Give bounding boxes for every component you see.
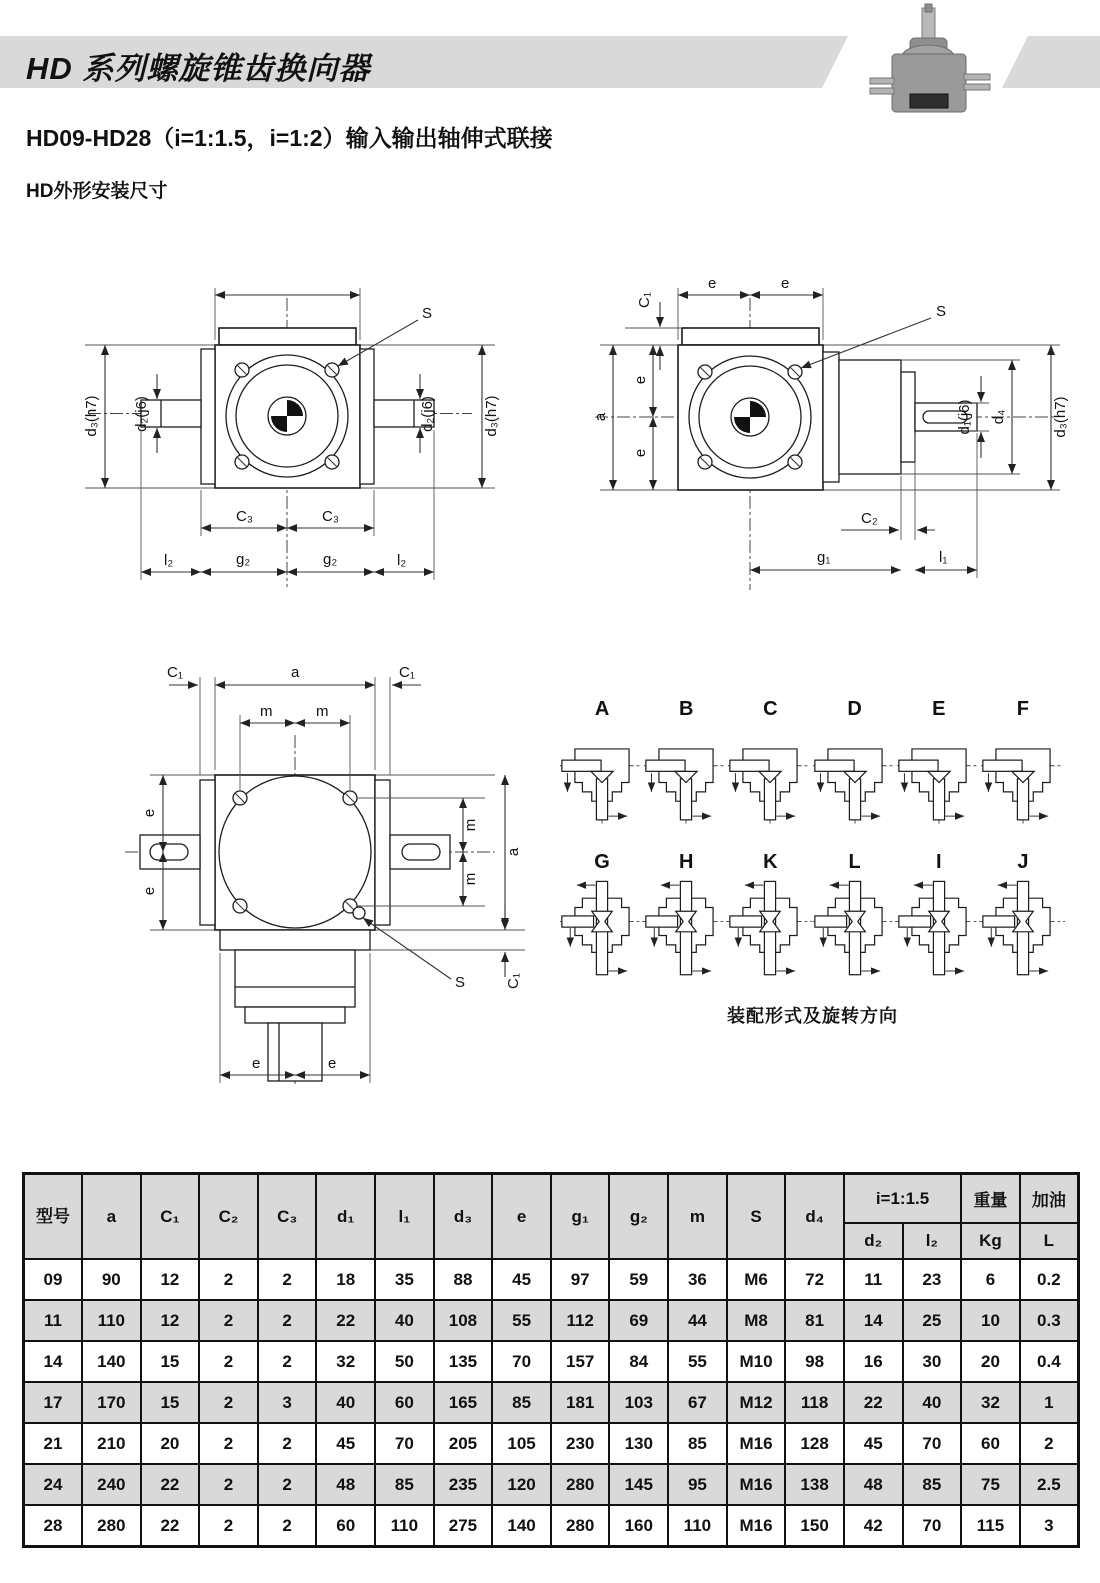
- dimension-table: [22, 1172, 1080, 1548]
- table-row-hd09: [24, 1259, 1079, 1300]
- table-cell: 48: [316, 1464, 375, 1505]
- table-cell: 6: [961, 1259, 1020, 1300]
- table-cell: 55: [668, 1341, 727, 1382]
- table-cell: 2: [199, 1300, 258, 1341]
- table-cell: 157: [551, 1341, 610, 1382]
- col-header-S: S: [727, 1174, 786, 1260]
- assembly-variant-I: [897, 851, 981, 990]
- table-cell: 275: [434, 1505, 493, 1547]
- dim-label-e: e: [781, 275, 790, 292]
- col-header-l₁: l₁: [375, 1174, 434, 1260]
- col-header-C₃: C₃: [258, 1174, 317, 1260]
- dim-label-d3h7: d₃(h7): [1052, 396, 1069, 438]
- table-cell: 2: [258, 1259, 317, 1300]
- dim-label-m: m: [462, 872, 479, 886]
- table-cell: 22: [141, 1505, 200, 1547]
- table-cell: 32: [316, 1341, 375, 1382]
- table-cell: 30: [903, 1341, 962, 1382]
- col-header-C₁: C₁: [141, 1174, 200, 1260]
- col-subheader-l₂: l₂: [903, 1223, 962, 1259]
- dim-label-g2: g₂: [323, 551, 338, 568]
- table-cell: 44: [668, 1300, 727, 1341]
- table-cell: 59: [609, 1259, 668, 1300]
- table-cell: 60: [375, 1382, 434, 1423]
- dim-label-s: S: [422, 305, 433, 322]
- table-cell: 20: [961, 1341, 1020, 1382]
- table-cell: 280: [82, 1505, 141, 1547]
- table-cell: 67: [668, 1382, 727, 1423]
- table-cell: 112: [551, 1300, 610, 1341]
- table-cell: 60: [961, 1423, 1020, 1464]
- table-row-hd14: [24, 1341, 1079, 1382]
- drawing-top-view: [55, 635, 575, 1095]
- table-cell: M8: [727, 1300, 786, 1341]
- table-cell: 145: [609, 1464, 668, 1505]
- assembly-cross-icon: [813, 873, 897, 985]
- assembly-variant-D: [812, 698, 896, 837]
- assembly-variant-E: [897, 698, 981, 837]
- table-cell: 2.5: [1020, 1464, 1079, 1505]
- table-cell: 11: [24, 1300, 83, 1341]
- table-cell: 70: [903, 1505, 962, 1547]
- col-header-weight: 重量: [961, 1174, 1020, 1224]
- table-cell: 118: [785, 1382, 844, 1423]
- table-cell: 45: [844, 1423, 903, 1464]
- assembly-cross-icon: [644, 873, 728, 985]
- dim-label-m: m: [462, 818, 479, 832]
- table-cell: 22: [844, 1382, 903, 1423]
- table-cell: 23: [903, 1259, 962, 1300]
- table-cell: 11: [844, 1259, 903, 1300]
- col-subheader-L: L: [1020, 1223, 1079, 1259]
- dim-label-c1: C₁: [505, 973, 522, 989]
- assembly-variant-label: C: [763, 698, 778, 720]
- col-header-ratio-group: i=1:1.5: [844, 1174, 961, 1224]
- dim-label-s: S: [455, 974, 466, 991]
- assembly-variant-L: [812, 851, 896, 990]
- table-cell: 280: [551, 1505, 610, 1547]
- table-cell: 85: [668, 1423, 727, 1464]
- table-cell: 40: [903, 1382, 962, 1423]
- model-range-subtitle: HD09-HD28（i=1:1.5，i=1:2）输入输出轴伸式联接: [26, 125, 553, 151]
- table-cell: 25: [903, 1300, 962, 1341]
- assembly-variant-A: [560, 698, 644, 837]
- table-row-hd28: [24, 1505, 1079, 1547]
- assembly-corner-icon: [560, 720, 644, 832]
- table-cell: 3: [258, 1382, 317, 1423]
- table-cell: 84: [609, 1341, 668, 1382]
- col-header-g₂: g₂: [609, 1174, 668, 1260]
- assembly-variant-F: [981, 698, 1065, 837]
- table-cell: 2: [258, 1464, 317, 1505]
- table-cell: 15: [141, 1341, 200, 1382]
- assembly-variant-label: H: [679, 851, 694, 873]
- drawing-side-view: [565, 240, 1075, 600]
- table-cell: M16: [727, 1505, 786, 1547]
- table-cell: 235: [434, 1464, 493, 1505]
- table-cell: 128: [785, 1423, 844, 1464]
- assembly-variant-K: [728, 851, 812, 990]
- table-cell: M16: [727, 1423, 786, 1464]
- table-cell: 40: [375, 1300, 434, 1341]
- table-cell: 12: [141, 1300, 200, 1341]
- col-subheader-d₂: d₂: [844, 1223, 903, 1259]
- table-cell: 35: [375, 1259, 434, 1300]
- dim-label-d3h7: d₃(h7): [483, 395, 500, 437]
- dim-label-c3: C₃: [322, 508, 339, 525]
- table-cell: 18: [316, 1259, 375, 1300]
- dim-label-a: a: [592, 412, 609, 422]
- assembly-variant-label: K: [763, 851, 778, 873]
- col-header-model: 型号: [24, 1174, 83, 1260]
- assembly-variant-G: [560, 851, 644, 990]
- table-cell: 2: [258, 1423, 317, 1464]
- table-cell: 150: [785, 1505, 844, 1547]
- table-cell: 45: [492, 1259, 551, 1300]
- table-row-hd17: [24, 1382, 1079, 1423]
- table-cell: 14: [24, 1341, 83, 1382]
- dim-label-a: a: [505, 847, 522, 857]
- table-cell: 2: [199, 1464, 258, 1505]
- table-cell: 2: [258, 1300, 317, 1341]
- table-cell: 75: [961, 1464, 1020, 1505]
- dim-label-m: m: [316, 703, 329, 720]
- dimension-table-wrap: [22, 1172, 1080, 1548]
- dim-label-c3: C₃: [236, 508, 253, 525]
- assembly-variant-label: F: [1016, 698, 1030, 720]
- assembly-corner-icon: [728, 720, 812, 832]
- assembly-variant-label: G: [594, 851, 610, 873]
- table-cell: 103: [609, 1382, 668, 1423]
- dim-label-l1: l₁: [939, 549, 948, 566]
- table-cell: 98: [785, 1341, 844, 1382]
- table-cell: 0.4: [1020, 1341, 1079, 1382]
- table-cell: 2: [199, 1423, 258, 1464]
- table-cell: 70: [492, 1341, 551, 1382]
- assembly-cross-icon: [981, 873, 1065, 985]
- table-row-hd21: [24, 1423, 1079, 1464]
- table-row-hd11: [24, 1300, 1079, 1341]
- assembly-variants-panel: [560, 698, 1065, 990]
- table-cell: 110: [668, 1505, 727, 1547]
- table-row-hd24: [24, 1464, 1079, 1505]
- table-cell: 120: [492, 1464, 551, 1505]
- table-cell: M10: [727, 1341, 786, 1382]
- table-cell: 09: [24, 1259, 83, 1300]
- table-cell: 85: [903, 1464, 962, 1505]
- dim-label-e: e: [632, 375, 649, 385]
- dim-label-d4: d₄: [990, 409, 1007, 425]
- assembly-variant-label: L: [848, 851, 861, 873]
- col-header-oil: 加油: [1020, 1174, 1079, 1224]
- table-cell: M16: [727, 1464, 786, 1505]
- table-cell: 135: [434, 1341, 493, 1382]
- table-cell: 15: [141, 1382, 200, 1423]
- table-cell: 42: [844, 1505, 903, 1547]
- assembly-corner-icon: [644, 720, 728, 832]
- table-cell: 95: [668, 1464, 727, 1505]
- table-cell: 205: [434, 1423, 493, 1464]
- dim-label-d3h7: d₃(h7): [83, 395, 100, 437]
- table-cell: 88: [434, 1259, 493, 1300]
- table-cell: 240: [82, 1464, 141, 1505]
- assembly-cross-icon: [560, 873, 644, 985]
- col-header-d₄: d₄: [785, 1174, 844, 1260]
- table-cell: 24: [24, 1464, 83, 1505]
- table-cell: 48: [844, 1464, 903, 1505]
- dim-label-s: S: [936, 303, 947, 320]
- table-cell: 110: [375, 1505, 434, 1547]
- table-cell: 70: [375, 1423, 434, 1464]
- dim-label-e: e: [141, 808, 158, 818]
- table-cell: 85: [492, 1382, 551, 1423]
- dim-label-g2: g₂: [236, 551, 251, 568]
- dim-label-c1: C₁: [399, 664, 415, 681]
- assembly-variant-label: J: [1017, 851, 1029, 873]
- assembly-variant-label: E: [932, 698, 946, 720]
- table-cell: 70: [903, 1423, 962, 1464]
- table-cell: 115: [961, 1505, 1020, 1547]
- section-label: HD外形安装尺寸: [26, 181, 168, 202]
- table-cell: M6: [727, 1259, 786, 1300]
- assembly-cross-icon: [897, 873, 981, 985]
- table-cell: 165: [434, 1382, 493, 1423]
- dim-label-l2: l₂: [164, 552, 174, 569]
- table-cell: 2: [199, 1341, 258, 1382]
- table-cell: 22: [316, 1300, 375, 1341]
- table-cell: 55: [492, 1300, 551, 1341]
- col-header-d₁: d₁: [316, 1174, 375, 1260]
- table-cell: 17: [24, 1382, 83, 1423]
- table-cell: 90: [82, 1259, 141, 1300]
- table-cell: 16: [844, 1341, 903, 1382]
- dim-label-d1j6: d₁(j6): [956, 399, 973, 435]
- table-cell: 140: [492, 1505, 551, 1547]
- col-header-d₃: d₃: [434, 1174, 493, 1260]
- assembly-variant-label: I: [935, 851, 942, 873]
- table-cell: 28: [24, 1505, 83, 1547]
- assembly-corner-icon: [897, 720, 981, 832]
- table-cell: 280: [551, 1464, 610, 1505]
- dim-label-c2: C₂: [861, 510, 878, 527]
- assembly-variant-C: [728, 698, 812, 837]
- dim-label-e: e: [141, 886, 158, 896]
- dim-label-l2: l₂: [397, 552, 407, 569]
- table-cell: 40: [316, 1382, 375, 1423]
- dim-label-c1: C₁: [636, 292, 653, 308]
- table-cell: 21: [24, 1423, 83, 1464]
- assembly-corner-icon: [813, 720, 897, 832]
- table-cell: 138: [785, 1464, 844, 1505]
- assembly-grid: [560, 698, 1065, 990]
- table-cell: 14: [844, 1300, 903, 1341]
- table-cell: 170: [82, 1382, 141, 1423]
- col-header-a: a: [82, 1174, 141, 1260]
- table-cell: 32: [961, 1382, 1020, 1423]
- table-cell: 0.3: [1020, 1300, 1079, 1341]
- dim-label-e: e: [632, 448, 649, 458]
- col-header-e: e: [492, 1174, 551, 1260]
- table-cell: 10: [961, 1300, 1020, 1341]
- col-header-m: m: [668, 1174, 727, 1260]
- assembly-cross-icon: [728, 873, 812, 985]
- table-cell: 2: [258, 1341, 317, 1382]
- dim-label-d2j6: d₂(j6): [133, 396, 150, 432]
- table-cell: 97: [551, 1259, 610, 1300]
- table-cell: 0.2: [1020, 1259, 1079, 1300]
- table-cell: 210: [82, 1423, 141, 1464]
- assembly-variant-label: D: [847, 698, 862, 720]
- table-cell: 72: [785, 1259, 844, 1300]
- table-cell: 81: [785, 1300, 844, 1341]
- table-cell: 130: [609, 1423, 668, 1464]
- dim-label-e: e: [252, 1055, 261, 1072]
- dim-label-d2j6: d₂(j6): [419, 396, 436, 432]
- table-cell: 12: [141, 1259, 200, 1300]
- table-cell: 36: [668, 1259, 727, 1300]
- assembly-variant-label: A: [594, 698, 610, 720]
- table-cell: 2: [199, 1259, 258, 1300]
- table-cell: 20: [141, 1423, 200, 1464]
- col-header-C₂: C₂: [199, 1174, 258, 1260]
- assembly-corner-icon: [981, 720, 1065, 832]
- table-cell: 140: [82, 1341, 141, 1382]
- dim-label-c1: C₁: [167, 664, 183, 681]
- table-cell: M12: [727, 1382, 786, 1423]
- drawing-front-view: [30, 240, 530, 600]
- table-cell: 160: [609, 1505, 668, 1547]
- col-header-g₁: g₁: [551, 1174, 610, 1260]
- gearbox-photo-illustration: [862, 2, 998, 122]
- table-cell: 230: [551, 1423, 610, 1464]
- table-cell: 60: [316, 1505, 375, 1547]
- table-cell: 50: [375, 1341, 434, 1382]
- header-band-right: [1002, 36, 1100, 88]
- table-cell: 110: [82, 1300, 141, 1341]
- table-cell: 45: [316, 1423, 375, 1464]
- dim-label-m: m: [260, 703, 273, 720]
- page-title: HD 系列螺旋锥齿换向器: [26, 51, 371, 86]
- table-cell: 85: [375, 1464, 434, 1505]
- table-cell: 108: [434, 1300, 493, 1341]
- table-cell: 3: [1020, 1505, 1079, 1547]
- assembly-variant-B: [644, 698, 728, 837]
- table-cell: 2: [258, 1505, 317, 1547]
- assembly-variant-J: [981, 851, 1065, 990]
- dim-label-e: e: [708, 275, 717, 292]
- assembly-variant-label: B: [679, 698, 694, 720]
- table-cell: 69: [609, 1300, 668, 1341]
- table-cell: 2: [199, 1382, 258, 1423]
- dim-label-e: e: [328, 1055, 337, 1072]
- assembly-variant-H: [644, 851, 728, 990]
- dim-label-g1: g₁: [817, 549, 831, 566]
- product-photo: [862, 2, 998, 122]
- dim-label-a: a: [291, 664, 300, 681]
- table-cell: 1: [1020, 1382, 1079, 1423]
- table-cell: 181: [551, 1382, 610, 1423]
- table-cell: 2: [1020, 1423, 1079, 1464]
- table-cell: 2: [199, 1505, 258, 1547]
- table-cell: 105: [492, 1423, 551, 1464]
- col-subheader-Kg: Kg: [961, 1223, 1020, 1259]
- table-cell: 22: [141, 1464, 200, 1505]
- assembly-caption: 装配形式及旋转方向: [727, 1006, 898, 1026]
